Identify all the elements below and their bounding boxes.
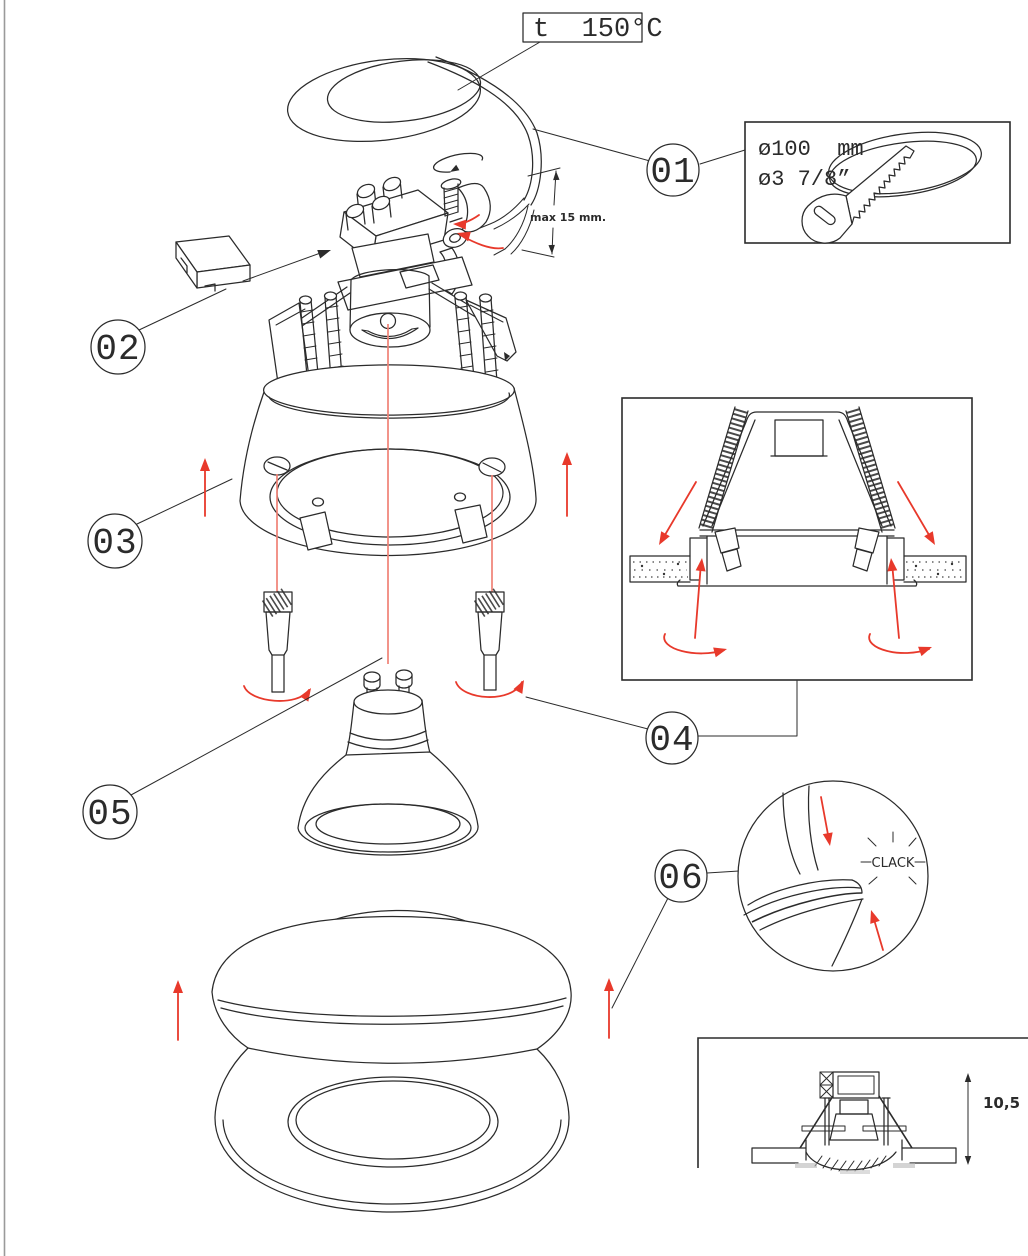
step-06-balloon (612, 850, 739, 1008)
step-03-balloon (88, 479, 232, 568)
ceiling-slab-right (904, 556, 966, 582)
diffuser-trim (212, 910, 571, 1212)
temperature-text: t 150°C (533, 15, 663, 45)
depth-dimension (965, 1073, 1020, 1165)
depth-text: 10,5 (983, 1094, 1021, 1112)
rim-screw-right (479, 458, 505, 476)
cutout-size-box (745, 122, 1010, 243)
rim-screw-left (264, 457, 290, 475)
fixing-posts (244, 592, 528, 702)
wire-strip-text: max 15 mm. (530, 211, 607, 224)
ceiling-slab-left (630, 556, 690, 582)
installed-fixture-section (752, 1072, 956, 1174)
step-04-number: 04 (649, 720, 695, 761)
fixing-post-right (456, 592, 528, 697)
step-04-balloon (526, 681, 797, 764)
step-02-number: 02 (95, 329, 141, 370)
step-03-number: 03 (92, 523, 138, 564)
step-06-number: 06 (658, 858, 704, 899)
step-01-number: 01 (650, 152, 696, 193)
detail-red-arrows (655, 482, 940, 657)
step-05-number: 05 (87, 794, 133, 835)
cutout-diameter-metric: ø100 mm (758, 137, 864, 162)
terminal-cover (176, 236, 332, 291)
section-hatch (815, 1156, 886, 1171)
gu10-lamp (298, 670, 478, 855)
temperature-label (458, 13, 663, 90)
wire-strip-dimension (522, 168, 606, 257)
snap-text: CLACK (871, 856, 915, 871)
step-01-balloon (533, 129, 745, 196)
snap-detail-circle (738, 781, 928, 971)
step-02-balloon (91, 289, 226, 374)
temperature-leader (458, 42, 540, 90)
ceiling-cutout (283, 48, 485, 151)
fixing-post-left (244, 592, 315, 702)
ceiling-detail-box (622, 398, 972, 680)
cutout-diameter-imperial: ø3 7/8” (758, 167, 851, 192)
depth-box (698, 1038, 1028, 1174)
cover-arrow (243, 251, 326, 281)
